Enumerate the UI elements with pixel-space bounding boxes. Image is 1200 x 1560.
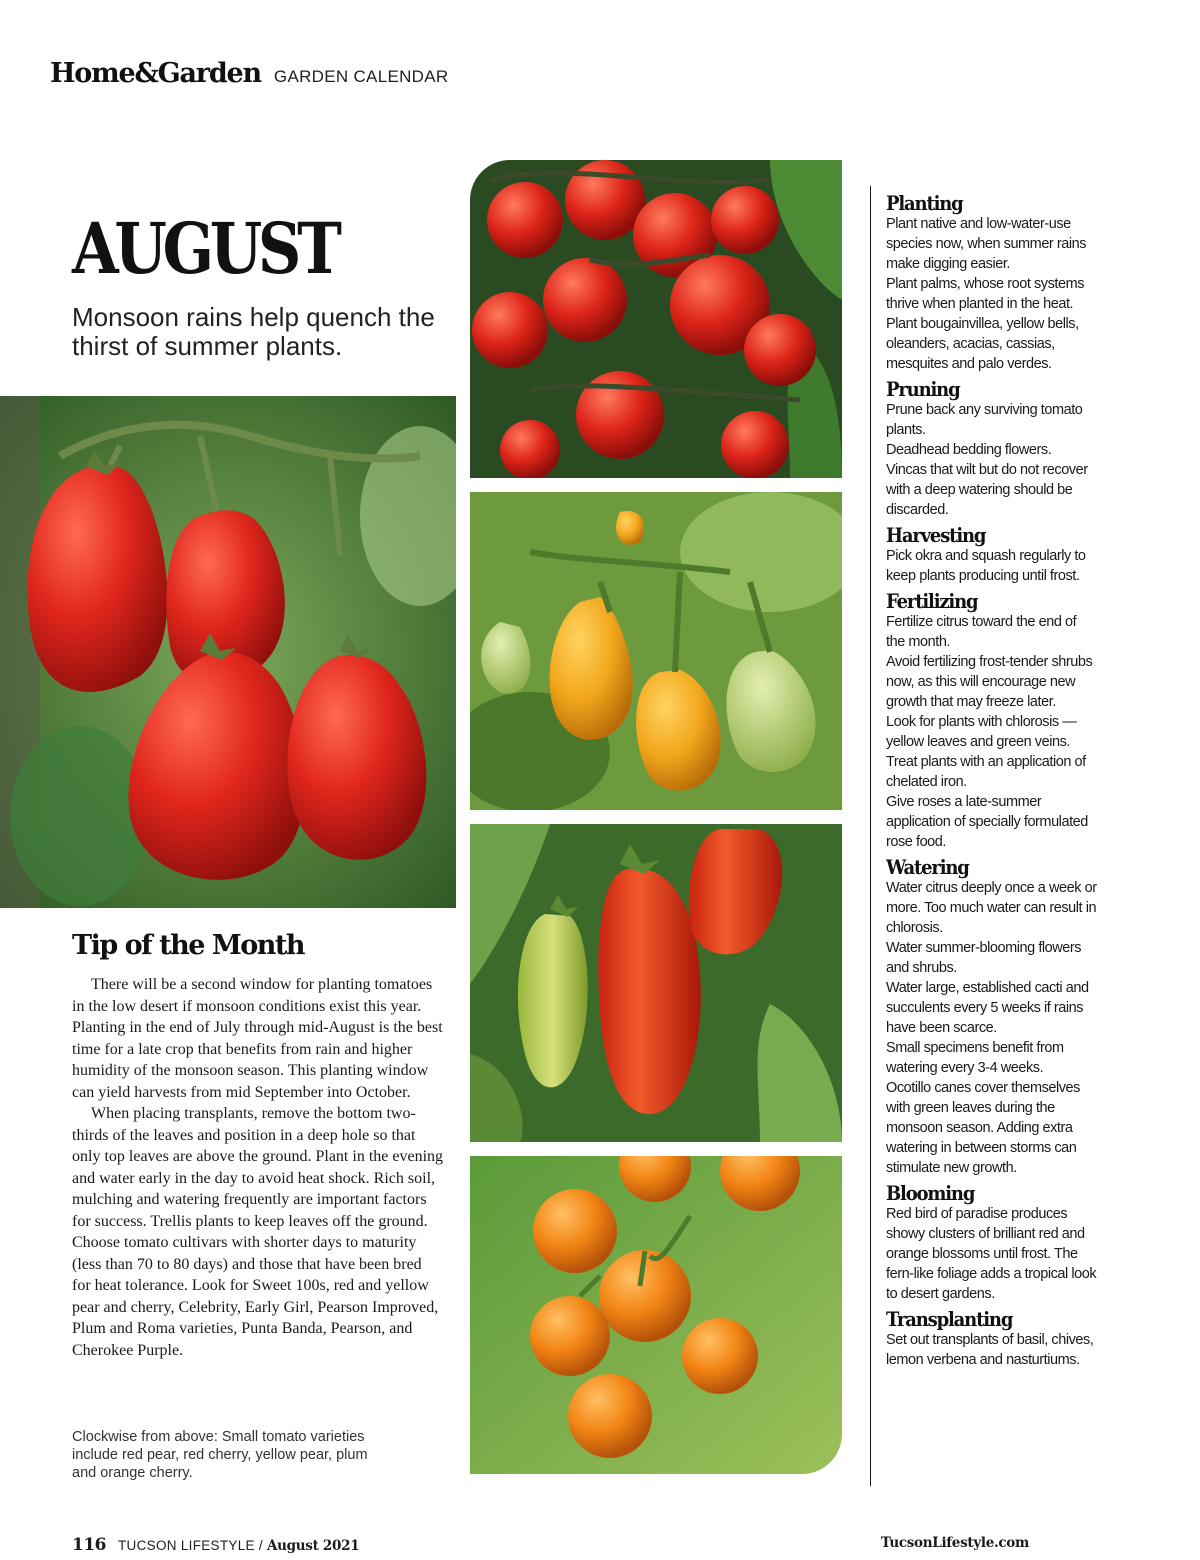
garden-calendar-sidebar <box>870 186 1098 1486</box>
section-heading-pruning: Pruning <box>886 377 960 401</box>
calendar-item: Give roses a late-summer application of specially formulated rose food. <box>886 794 1088 850</box>
calendar-item: Water summer-blooming flowers and shrubs. <box>886 940 1082 976</box>
section-heading-planting: Planting <box>886 191 963 215</box>
section-name: GARDEN CALENDAR <box>273 67 449 86</box>
photo-red-pear-tomatoes <box>0 396 456 908</box>
calendar-item: Water large, established cacti and succulents every 5 weeks if rains have been scarce. <box>886 980 1089 1036</box>
calendar-item: Water citrus deeply once a week or more. Too much water can result in chlorosis. <box>886 880 1097 936</box>
calendar-item: Vincas that wilt but do not recover with a deep watering should be discarded. <box>886 462 1088 518</box>
tip-paragraph: There will be a second window for planting tomatoes in the low desert if monsoon conditions exist this year. Planting in the end of July through mid-August is the best time for a late crop that benefits from rain and higher humidity of the monsoon season. This planting window can yield harvests from mid September into October. <box>72 976 443 1101</box>
photo-red-cherry-tomatoes <box>470 160 842 478</box>
page-number: 116 <box>72 1535 106 1555</box>
section-heading-fertilizing: Fertilizing <box>886 589 978 613</box>
calendar-item: Fertilize citrus toward the end of the month. <box>886 614 1077 650</box>
photo-plum-tomatoes <box>470 824 842 1142</box>
calendar-item: Plant palms, whose root systems thrive when planted in the heat. <box>886 276 1084 312</box>
calendar-item: Deadhead bedding flowers. <box>886 442 1052 458</box>
tip-paragraph: When placing transplants, remove the bottom two-thirds of the leaves and position in a deep hole so that only top leaves are above the ground. Plant in the evening and water early in the day to avoid heat shock. Rich soil, mulching and watering frequently are important factors for success. Trellis plants to keep leaves off the ground. Choose tomato cultivars with shorter days to maturity (less than 70 to 80 days) and those that have been bred for heat tolerance. Look for Sweet 100s, red and yellow pear and cherry, Celebrity, Early Girl, Pearson Improved, Plum and Roma varieties, Punta Banda, Pearson, and Cherokee Purple. <box>72 1105 444 1359</box>
calendar-item: Red bird of paradise produces showy clusters of brilliant red and orange blossoms until frost. The fern-like foliage adds a tropical look to desert gardens. <box>886 1206 1097 1302</box>
section-heading-watering: Watering <box>886 855 969 879</box>
page-title: AUGUST <box>72 207 338 290</box>
calendar-item: Set out transplants of basil, chives, lemon verbena and nasturtiums. <box>886 1332 1094 1368</box>
photo-caption: Clockwise from above: Small tomato varieties include red pear, red cherry, yellow pear, plum and orange cherry. <box>72 1429 368 1481</box>
calendar-item: Pick okra and squash regularly to keep plants producing until frost. <box>886 548 1086 584</box>
calendar-item: Plant native and low-water-use species now, when summer rains make digging easier. <box>886 216 1087 272</box>
publication-name: TUCSON LIFESTYLE / <box>118 1538 263 1553</box>
photo-yellow-pear-tomatoes <box>470 492 842 810</box>
website-url: TucsonLifestyle.com <box>880 1535 1029 1551</box>
calendar-item: Avoid fertilizing frost-tender shrubs now, as this will encourage new growth that may freeze later. <box>886 654 1093 710</box>
calendar-item: Ocotillo canes cover themselves with green leaves during the monsoon season. Adding extra watering in between storms can stimulate new growth. <box>886 1080 1080 1176</box>
section-heading-harvesting: Harvesting <box>886 523 986 547</box>
calendar-item: Prune back any surviving tomato plants. <box>886 402 1083 438</box>
deck-subtitle: Monsoon rains help quench the thirst of summer plants. <box>72 302 435 361</box>
magazine-section-brand: Home&Garden <box>50 58 261 89</box>
calendar-item: Look for plants with chlorosis — yellow leaves and green veins. Treat plants with an application of chelated iron. <box>886 714 1086 790</box>
calendar-item: Small specimens benefit from watering every 3-4 weeks. <box>886 1040 1064 1076</box>
tip-of-the-month-heading: Tip of the Month <box>72 930 304 961</box>
page-footer <box>72 1535 359 1555</box>
calendar-item: Plant bougainvillea, yellow bells, oleanders, acacias, cassias, mesquites and palo verdes. <box>886 316 1079 372</box>
photo-orange-cherry-tomatoes <box>470 1156 842 1474</box>
section-heading-transplanting: Transplanting <box>886 1307 1013 1331</box>
page-header <box>50 58 448 89</box>
section-heading-blooming: Blooming <box>886 1181 975 1205</box>
issue-date: August 2021 <box>266 1538 360 1554</box>
tip-of-the-month-body <box>72 974 444 1361</box>
